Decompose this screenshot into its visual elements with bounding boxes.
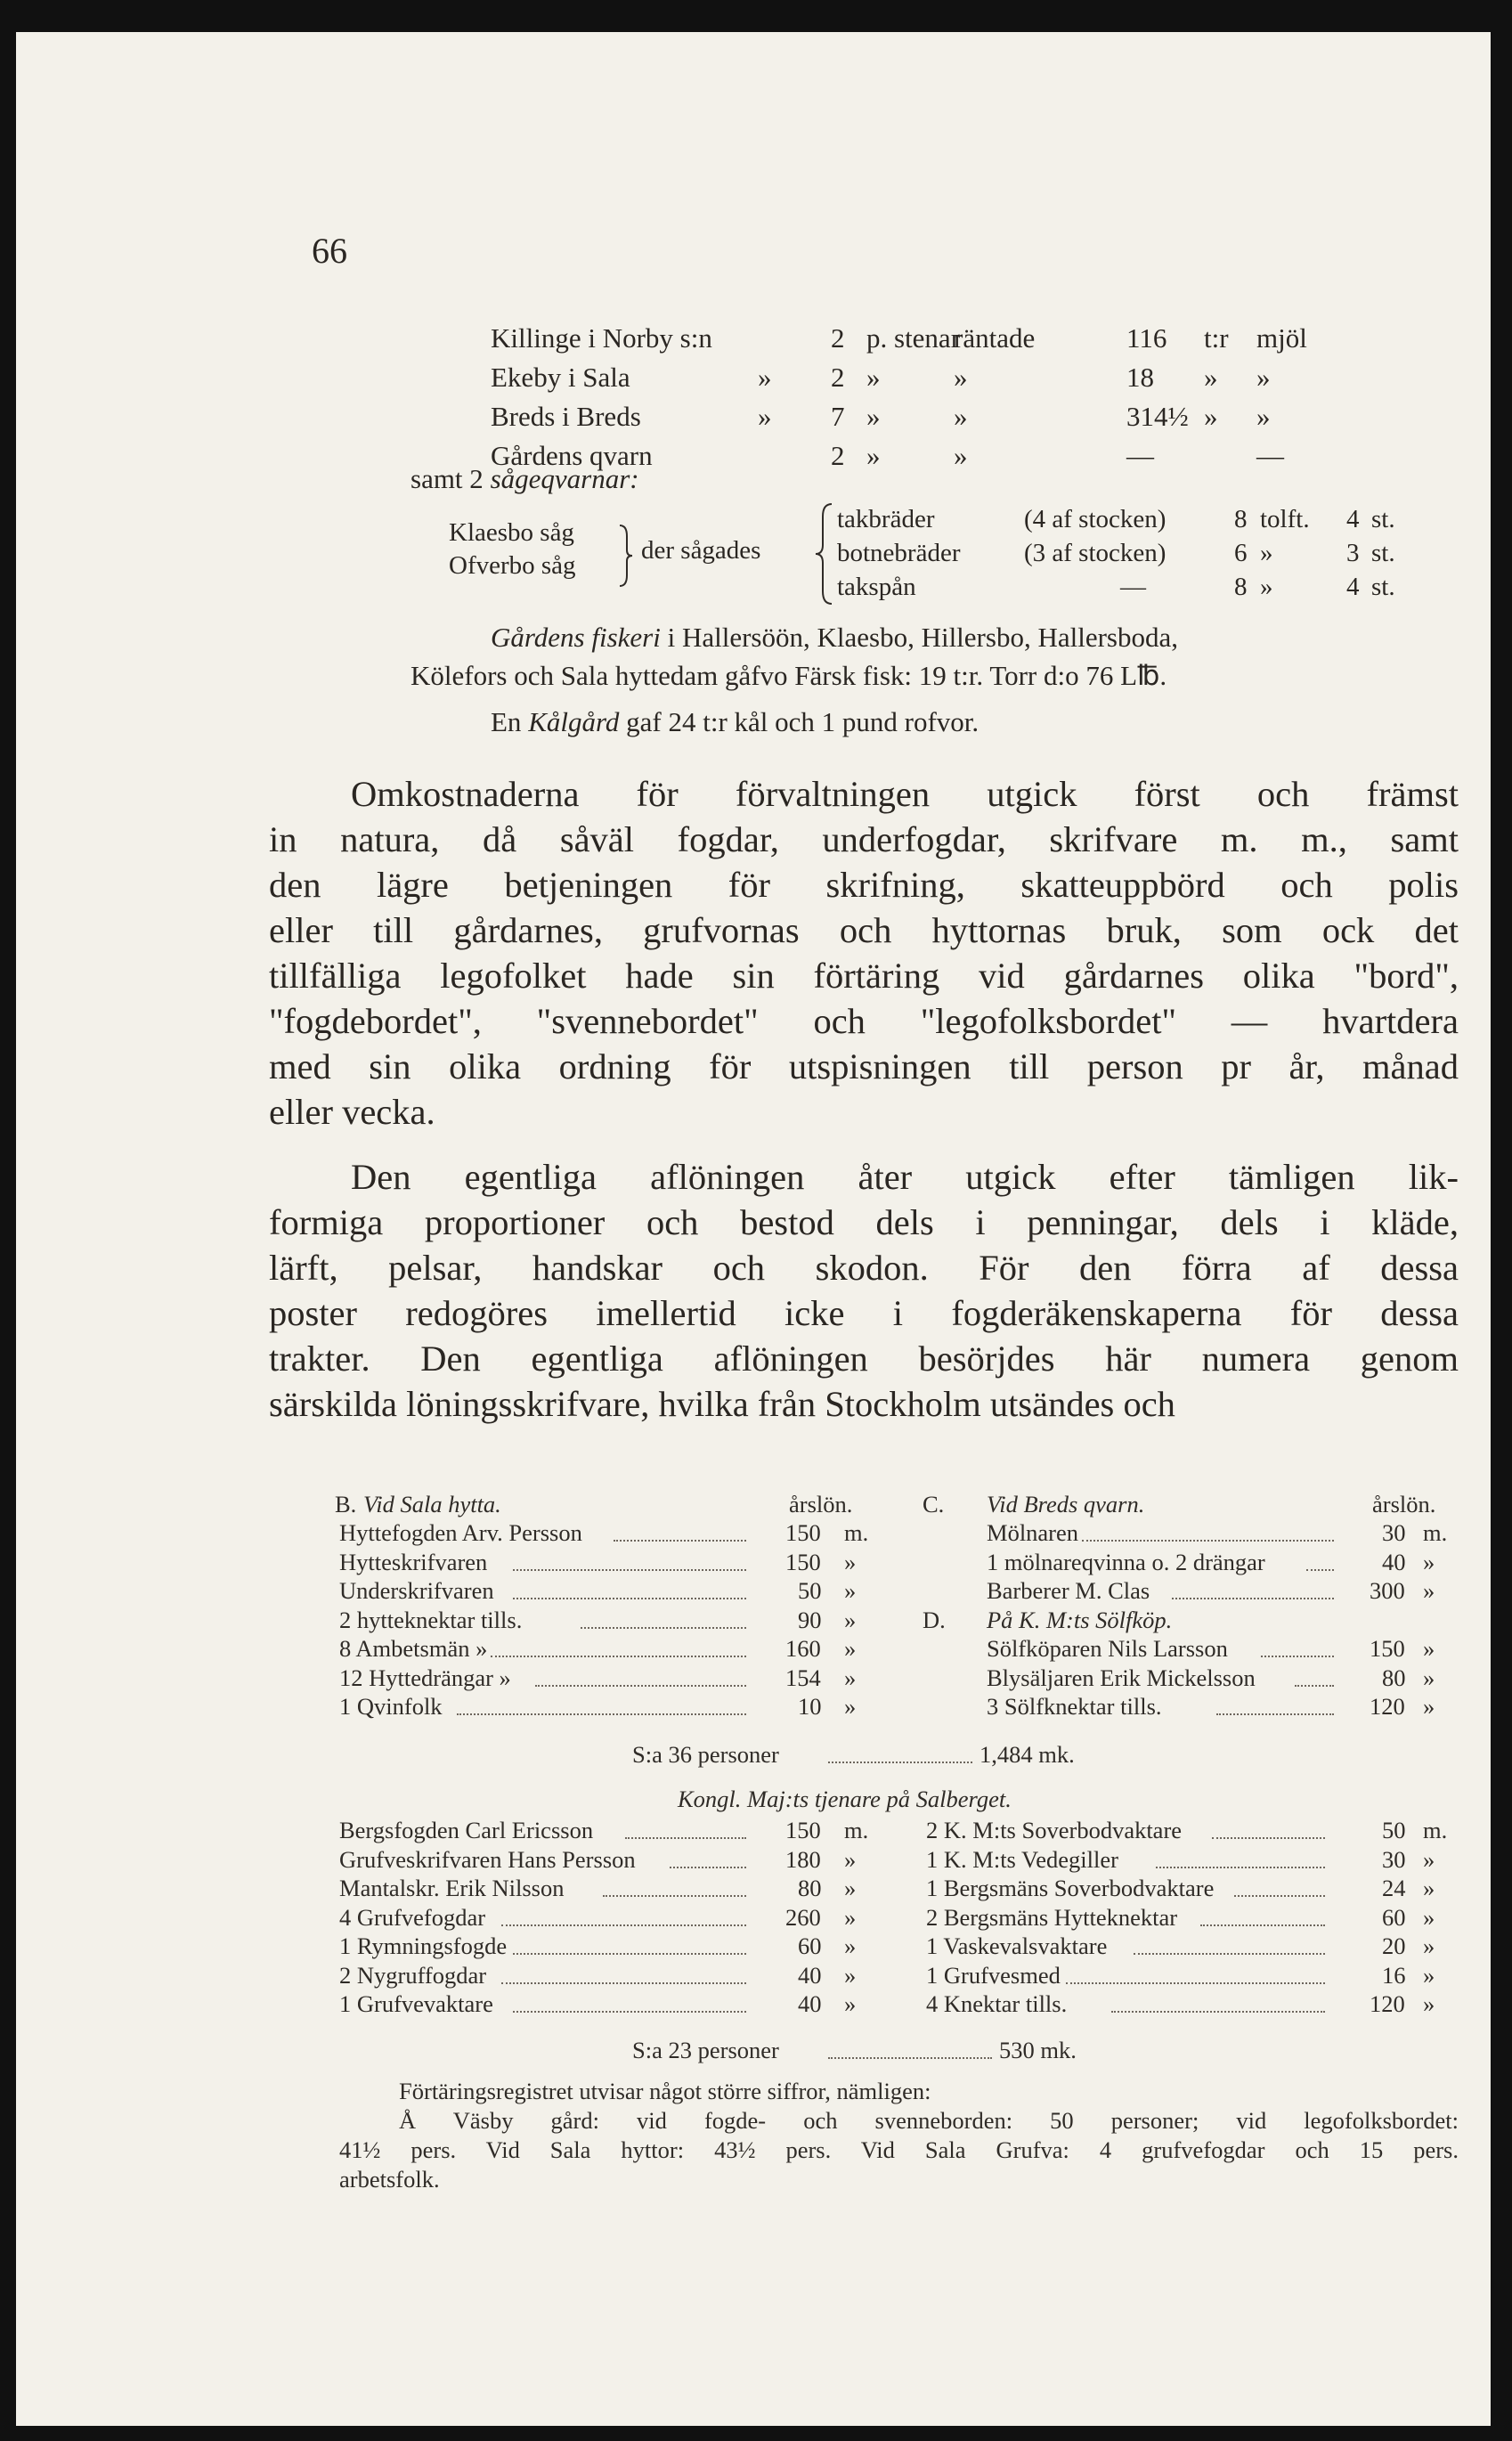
salary-row-unit: m. xyxy=(1423,1817,1448,1843)
paragraph-line: med sin olika ordning för utspisningen till person pr år, månad xyxy=(269,1046,1459,1086)
leader-dots xyxy=(603,1895,746,1897)
salary-row-amount: 300 xyxy=(1370,1577,1405,1604)
salary-row-amount: 40 xyxy=(798,1990,822,2017)
leader-dots xyxy=(614,1540,746,1542)
salary-row-unit: » xyxy=(844,1606,857,1633)
salary-row-name: Underskrifvaren xyxy=(339,1577,494,1604)
salary-row-unit: » xyxy=(844,1961,857,1989)
salary-row-unit: » xyxy=(844,1903,857,1931)
produce-unit2: » xyxy=(1204,401,1218,432)
saw-mills-intro: samt 2 sågeqvarnar: xyxy=(411,463,639,494)
salary-row-amount: 90 xyxy=(798,1606,822,1633)
saw-product-unit2: st. xyxy=(1371,505,1395,533)
salary-row-name: 1 mölnareqvinna o. 2 drängar xyxy=(987,1548,1265,1575)
salary-row-name: 1 Grufvevaktare xyxy=(339,1990,493,2017)
paragraph-line: eller till gårdarnes, grufvornas och hyttornas bruk, som ock det xyxy=(269,910,1459,950)
salary-row-unit: » xyxy=(1423,1932,1435,1959)
produce-qty: 116 xyxy=(1126,322,1167,354)
salary-row-amount: 30 xyxy=(1382,1845,1406,1873)
produce-item: » xyxy=(1256,401,1271,432)
leader-dots xyxy=(1200,1924,1325,1926)
leader-dots xyxy=(1234,1895,1325,1897)
salary-row-amount: 150 xyxy=(785,1519,821,1546)
book-page xyxy=(16,32,1491,2426)
paragraph-line: tillfälliga legofolket hade sin förtäring vid gårdarnes olika "bord", xyxy=(269,956,1459,996)
section-d-letter: D. xyxy=(923,1607,946,1633)
fishery-line-2: Kölefors och Sala hyttedam gåfvo Färsk fisk: 19 t:r. Torr d:o 76 L℔. xyxy=(411,660,1167,691)
salary-row-name: 12 Hyttedrängar » xyxy=(339,1664,511,1691)
produce-unit: » xyxy=(866,440,881,471)
leader-dots xyxy=(513,1569,746,1571)
paragraph-line: poster redogöres imellertid icke i fogderäkenskaperna för dessa xyxy=(269,1293,1459,1333)
saw-joiner: der sågades xyxy=(641,536,761,565)
salary-row-unit: » xyxy=(1423,1961,1435,1989)
produce-qty: — xyxy=(1126,440,1154,471)
salary-row-amount: 260 xyxy=(785,1903,821,1931)
produce-qty: 314½ xyxy=(1126,401,1189,432)
footnote-line: 41½ pers. Vid Sala hyttor: 43½ pers. Vid Sala Grufva: 4 grufvefogdar och 15 pers. xyxy=(339,2136,1459,2163)
salary-row-name: 2 Bergsmäns Hytteknektar xyxy=(926,1903,1178,1931)
leader-dots xyxy=(1216,1713,1334,1715)
salary-row-unit: » xyxy=(1423,1693,1435,1720)
saw-product-unit: tolft. xyxy=(1260,505,1310,533)
saw-name-2: Ofverbo såg xyxy=(449,551,576,580)
leader-dots xyxy=(501,1924,746,1926)
leader-dots xyxy=(457,1713,746,1715)
fishery-line-1: Gårdens fiskeri i Hallersöön, Klaesbo, Hillersbo, Hallersboda, xyxy=(491,622,1178,653)
paragraph-line: den lägre betjeningen för skrifning, skatteuppbörd och polis xyxy=(269,865,1459,905)
saw-product-qty: 8 xyxy=(1234,505,1248,533)
salary-row-name: 1 Rymningsfogde xyxy=(339,1932,508,1959)
salary-row-amount: 24 xyxy=(1382,1875,1406,1901)
leader-dots xyxy=(1066,1982,1325,1984)
paragraph-line: trakter. Den egentliga aflöningen besörjdes här numera genom xyxy=(269,1338,1459,1379)
saw-product-note: — xyxy=(1120,573,1146,601)
salary-row-unit: » xyxy=(844,1548,857,1575)
saw-product-qty: 8 xyxy=(1234,573,1248,601)
paragraph-line: Den egentliga aflöningen åter utgick efter tämligen lik- xyxy=(351,1157,1459,1197)
produce-unit2: t:r xyxy=(1204,322,1229,354)
sum-2-label: S:a 23 personer xyxy=(632,2037,779,2063)
leader-dots xyxy=(513,1953,746,1955)
produce-place: Ekeby i Sala xyxy=(491,362,630,393)
produce-unit2: » xyxy=(1204,362,1218,393)
footnote-line: Förtäringsregistret utvisar något större siffror, nämligen: xyxy=(399,2078,931,2104)
salary-row-name: 4 Knektar tills. xyxy=(926,1990,1068,2017)
produce-item: — xyxy=(1256,440,1284,471)
salary-row-amount: 150 xyxy=(785,1548,821,1575)
leader-dots xyxy=(625,1837,746,1839)
leader-dots xyxy=(1261,1656,1334,1657)
leader-dots xyxy=(535,1685,746,1687)
salary-header-right: årslön. xyxy=(1372,1491,1436,1517)
salary-row-amount: 40 xyxy=(798,1961,822,1989)
salary-row-amount: 80 xyxy=(798,1875,822,1901)
leader-dots xyxy=(1295,1685,1334,1687)
paragraph-line: lärft, pelsar, handskar och skodon. För den förra af dessa xyxy=(269,1248,1459,1288)
salary-row-unit: m. xyxy=(844,1817,869,1843)
produce-unit: p. stenar xyxy=(866,322,961,354)
leader-dots xyxy=(1156,1867,1325,1868)
leader-dots xyxy=(828,2057,992,2059)
kitchen-garden-line: En Kålgård gaf 24 t:r kål och 1 pund rofvor. xyxy=(491,706,980,737)
footnote-line: arbetsfolk. xyxy=(339,2166,440,2193)
sum-2-value: 530 mk. xyxy=(999,2037,1077,2063)
produce-num: 2 xyxy=(831,440,845,471)
salary-row-amount: 60 xyxy=(1382,1903,1406,1931)
salary-row-unit: m. xyxy=(844,1519,869,1546)
saw-product-name: botnebräder xyxy=(837,539,961,567)
salary-row-name: Sölfköparen Nils Larsson xyxy=(987,1635,1228,1662)
salary-row-name: 1 Bergsmäns Soverbodvaktare xyxy=(926,1875,1215,1901)
produce-mark: » xyxy=(758,362,772,393)
produce-verb: » xyxy=(954,362,968,393)
salary-row-amount: 120 xyxy=(1370,1990,1405,2017)
saw-product-qty2: 4 xyxy=(1346,505,1360,533)
salary-row-unit: » xyxy=(1423,1664,1435,1691)
saw-product-qty2: 3 xyxy=(1346,539,1360,567)
leader-dots xyxy=(1172,1598,1334,1599)
leader-dots xyxy=(670,1867,746,1868)
saw-name-1: Klaesbo såg xyxy=(449,518,574,547)
salary-row-unit: m. xyxy=(1423,1519,1448,1546)
salary-row-unit: » xyxy=(844,1693,857,1720)
salary-row-name: 1 K. M:ts Vedegiller xyxy=(926,1845,1118,1873)
salary-row-unit: » xyxy=(844,1845,857,1873)
saw-product-name: takbräder xyxy=(837,505,935,533)
footnote-line: Å Väsby gård: vid fogde- och svenneborden: 50 personer; vid legofolksbordet: xyxy=(399,2107,1459,2134)
salary-row-name: Hytteskrifvaren xyxy=(339,1548,488,1575)
paragraph-line: in natura, då såväl fogdar, underfogdar, skrifvare m. m., samt xyxy=(269,819,1459,859)
leader-dots xyxy=(1134,1953,1325,1955)
salary-row-name: Hyttefogden Arv. Persson xyxy=(339,1519,582,1546)
produce-num: 2 xyxy=(831,362,845,393)
saw-product-qty2: 4 xyxy=(1346,573,1360,601)
salary-row-amount: 120 xyxy=(1370,1693,1405,1720)
salary-row-name: 3 Sölfknektar tills. xyxy=(987,1693,1162,1720)
salary-row-name: 1 Qvinfolk xyxy=(339,1693,443,1720)
sum-1-value: 1,484 mk. xyxy=(980,1741,1075,1768)
salary-row-unit: » xyxy=(1423,1903,1435,1931)
salary-row-amount: 60 xyxy=(798,1932,822,1959)
page-number: 66 xyxy=(312,231,347,271)
salary-row-amount: 30 xyxy=(1382,1519,1406,1546)
salary-row-amount: 80 xyxy=(1382,1664,1406,1691)
produce-num: 2 xyxy=(831,322,845,354)
salary-row-unit: » xyxy=(1423,1845,1435,1873)
salary-row-amount: 10 xyxy=(798,1693,822,1720)
salary-row-name: 4 Grufvefogdar xyxy=(339,1903,486,1931)
leader-dots xyxy=(828,1762,972,1763)
kongl-section-title: Kongl. Maj:ts tjenare på Salberget. xyxy=(678,1786,1012,1812)
paragraph-line: särskilda löningsskrifvare, hvilka från Stockholm utsändes och xyxy=(269,1384,1175,1424)
saw-product-name: takspån xyxy=(837,573,916,601)
salary-row-unit: » xyxy=(844,1875,857,1901)
saw-product-unit2: st. xyxy=(1371,573,1395,601)
salary-row-unit: » xyxy=(844,1635,857,1662)
salary-row-amount: 150 xyxy=(785,1817,821,1843)
salary-row-amount: 180 xyxy=(785,1845,821,1873)
salary-row-amount: 50 xyxy=(798,1577,822,1604)
paragraph-line: Omkostnaderna för förvaltningen utgick först och främst xyxy=(351,774,1459,814)
salary-row-amount: 20 xyxy=(1382,1932,1406,1959)
leader-dots xyxy=(1111,2011,1325,2013)
produce-place: Breds i Breds xyxy=(491,401,641,432)
salary-row-name: Barberer M. Clas xyxy=(987,1577,1150,1604)
section-c-title: Vid Breds qvarn. xyxy=(987,1491,1145,1517)
left-brace-icon xyxy=(618,524,634,588)
salary-header-left: årslön. xyxy=(789,1491,853,1517)
produce-verb: » xyxy=(954,440,968,471)
salary-row-amount: 50 xyxy=(1382,1817,1406,1843)
saw-product-qty: 6 xyxy=(1234,539,1248,567)
section-c-letter: C. xyxy=(923,1491,945,1517)
salary-row-name: Mantalskr. Erik Nilsson xyxy=(339,1875,565,1901)
produce-verb: » xyxy=(954,401,968,432)
salary-row-unit: » xyxy=(1423,1577,1435,1604)
leader-dots xyxy=(1212,1837,1325,1839)
salary-row-name: 8 Ambetsmän » xyxy=(339,1635,488,1662)
section-d-title: På K. M:ts Sölfköp. xyxy=(987,1607,1173,1633)
produce-item: mjöl xyxy=(1256,322,1307,354)
saw-product-note: (4 af stocken) xyxy=(1024,505,1167,533)
saw-product-unit: » xyxy=(1260,539,1273,567)
paragraph-line: eller vecka. xyxy=(269,1092,435,1132)
salary-row-name: 2 hytteknektar tills. xyxy=(339,1606,523,1633)
saw-product-note: (3 af stocken) xyxy=(1024,539,1167,567)
section-b-title: Vid Sala hytta. xyxy=(363,1491,501,1517)
leader-dots xyxy=(513,2011,746,2013)
salary-row-name: 1 Grufvesmed xyxy=(926,1961,1061,1989)
salary-row-unit: » xyxy=(1423,1548,1435,1575)
produce-verb: räntade xyxy=(954,322,1036,354)
produce-item: » xyxy=(1256,362,1271,393)
salary-row-unit: » xyxy=(844,1990,857,2017)
salary-row-unit: » xyxy=(844,1577,857,1604)
salary-row-name: Mölnaren xyxy=(987,1519,1079,1546)
salary-row-amount: 150 xyxy=(1370,1635,1405,1662)
saw-product-unit: » xyxy=(1260,573,1273,601)
salary-row-amount: 16 xyxy=(1382,1961,1406,1989)
leader-dots xyxy=(1306,1569,1334,1571)
leader-dots xyxy=(581,1627,746,1629)
produce-place: Killinge i Norby s:n xyxy=(491,322,712,354)
salary-row-unit: » xyxy=(844,1664,857,1691)
produce-qty: 18 xyxy=(1126,362,1154,393)
salary-row-unit: » xyxy=(1423,1990,1435,2017)
produce-unit: » xyxy=(866,362,881,393)
saw-product-unit2: st. xyxy=(1371,539,1395,567)
salary-row-unit: » xyxy=(1423,1635,1435,1662)
salary-row-name: 2 K. M:ts Soverbodvaktare xyxy=(926,1817,1183,1843)
paragraph-line: "fogdebordet", "svennebordet" och "legofolksbordet" — hvartdera xyxy=(269,1001,1459,1041)
produce-place: Gårdens qvarn xyxy=(491,440,653,471)
right-brace-icon xyxy=(814,502,833,606)
sum-1-label: S:a 36 personer xyxy=(632,1741,779,1768)
salary-row-name: 2 Nygruffogdar xyxy=(339,1961,487,1989)
salary-row-unit: » xyxy=(844,1932,857,1959)
produce-mark: » xyxy=(758,401,772,432)
leader-dots xyxy=(501,1982,746,1984)
salary-row-name: Blysäljaren Erik Mickelsson xyxy=(987,1664,1256,1691)
salary-row-amount: 154 xyxy=(785,1664,821,1691)
paragraph-line: formiga proportioner och bestod dels i penningar, dels i kläde, xyxy=(269,1202,1459,1242)
salary-row-amount: 40 xyxy=(1382,1548,1406,1575)
leader-dots xyxy=(491,1656,746,1657)
produce-unit: » xyxy=(866,401,881,432)
salary-row-unit: » xyxy=(1423,1875,1435,1901)
leader-dots xyxy=(513,1598,746,1599)
salary-row-amount: 160 xyxy=(785,1635,821,1662)
section-b-letter: B. xyxy=(335,1491,357,1517)
salary-row-name: Bergsfogden Carl Ericsson xyxy=(339,1817,594,1843)
salary-row-name: Grufveskrifvaren Hans Persson xyxy=(339,1845,636,1873)
produce-num: 7 xyxy=(831,401,845,432)
leader-dots xyxy=(1082,1540,1334,1542)
salary-row-name: 1 Vaskevalsvaktare xyxy=(926,1932,1108,1959)
